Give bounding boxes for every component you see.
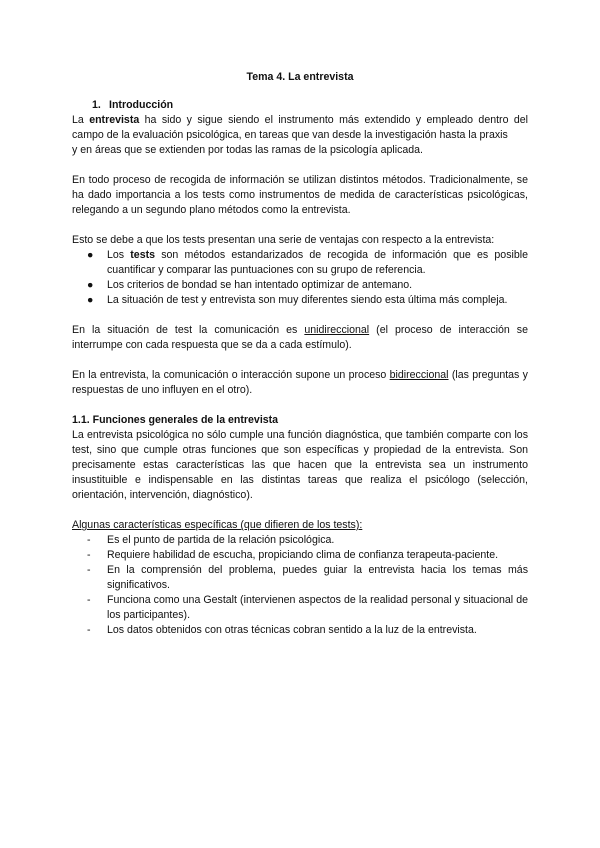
funciones-paragraph: La entrevista psicológica no sólo cumple una función diagnóstica, que también comparte con los test, sino que cumple otras funciones que son específicas y propiedad de la entrevista. Son precisamente estas características las que hacen que la entrevista sea un instrumento insustituible e indispensable en las distintas tareas que realiza el psicólogo (selección, orientación, intervención, diagnóstico). — [72, 429, 528, 501]
intro-paragraph-4 — [72, 323, 528, 353]
bold-term-tests: tests — [130, 249, 156, 261]
list-item — [72, 293, 528, 308]
intro-paragraph-1-cont: y en áreas que se extienden por todas las ramas de la psicología aplicada. — [72, 144, 423, 156]
list-item — [72, 533, 528, 548]
intro-paragraph-2: En todo proceso de recogida de información se utilizan distintos métodos. Tradicionalmente, se ha dado importancia a los tests como instrumentos de medida de características psicológicas, relegando a un segundo plano métodos como la entrevista. — [72, 174, 528, 216]
section-number: 1. — [92, 99, 101, 111]
list-item — [72, 548, 528, 563]
list-item — [72, 563, 528, 593]
intro-paragraph-5 — [72, 368, 528, 398]
bold-term-entrevista: entrevista — [89, 114, 140, 126]
list-item — [72, 623, 528, 638]
text-run: Funciona como una Gestalt (intervienen aspectos de la realidad personal y situacional de los participantes). — [107, 594, 528, 621]
bullet-icon: ● — [87, 294, 94, 306]
text-run: En la entrevista, la comunicación o interacción supone un proceso — [72, 369, 390, 381]
dash-icon: - — [87, 549, 91, 561]
text-run: (las preguntas y respuestas de uno influyen en el otro). — [72, 369, 528, 396]
list-item — [72, 248, 528, 278]
text-run: En la comprensión del problema, puedes guiar la entrevista hacia los temas más significativos. — [107, 564, 528, 591]
text-run: Es el punto de partida de la relación psicológica. — [107, 534, 335, 546]
text-run: La — [72, 114, 90, 126]
dash-icon: - — [87, 624, 91, 636]
characteristics-list-title: Algunas características específicas (que difieren de los tests): — [72, 519, 363, 531]
text-run: son métodos estandarizados de recogida de información que es posible cuantificar y comparar las puntuaciones con su grupo de referencia. — [107, 249, 528, 276]
characteristics-list — [72, 533, 528, 638]
text-run: Los criterios de bondad se han intentado optimizar de antemano. — [107, 279, 413, 291]
section-heading-introduccion — [72, 98, 528, 113]
section-heading-text: Introducción — [109, 99, 174, 111]
subsection-heading-funciones: 1.1. Funciones generales de la entrevista — [72, 414, 279, 426]
text-run: Los — [107, 249, 131, 261]
dash-icon: - — [87, 564, 91, 576]
document-page — [72, 70, 528, 638]
list-item — [72, 278, 528, 293]
text-run: Requiere habilidad de escucha, propiciando clima de confianza terapeuta-paciente. — [107, 549, 499, 561]
text-run: Los datos obtenidos con otras técnicas cobran sentido a la luz de la entrevista. — [107, 624, 477, 636]
text-run: (el proceso de interacción se interrumpe con cada respuesta que se da a cada estímulo). — [72, 324, 528, 351]
bullet-icon: ● — [87, 249, 94, 261]
dash-icon: - — [87, 534, 91, 546]
text-run: En la situación de test la comunicación es — [72, 324, 305, 336]
dash-icon: - — [87, 594, 91, 606]
bullet-icon: ● — [87, 279, 94, 291]
document-title: Tema 4. La entrevista — [246, 71, 354, 83]
underlined-term-unidireccional: unidireccional — [304, 324, 370, 336]
text-run: La situación de test y entrevista son muy diferentes siendo esta última más compleja. — [107, 294, 508, 306]
intro-paragraph-3: Esto se debe a que los tests presentan una serie de ventajas con respecto a la entrevista: — [72, 234, 495, 246]
advantages-list — [72, 248, 528, 308]
intro-paragraph-1 — [72, 113, 528, 143]
underlined-term-bidireccional: bidireccional — [389, 369, 449, 381]
list-item — [72, 593, 528, 623]
text-run: ha sido y sigue siendo el instrumento más extendido y empleado dentro del campo de la evaluación psicológica, en tareas que van desde la investigación hasta la praxis — [72, 114, 528, 141]
